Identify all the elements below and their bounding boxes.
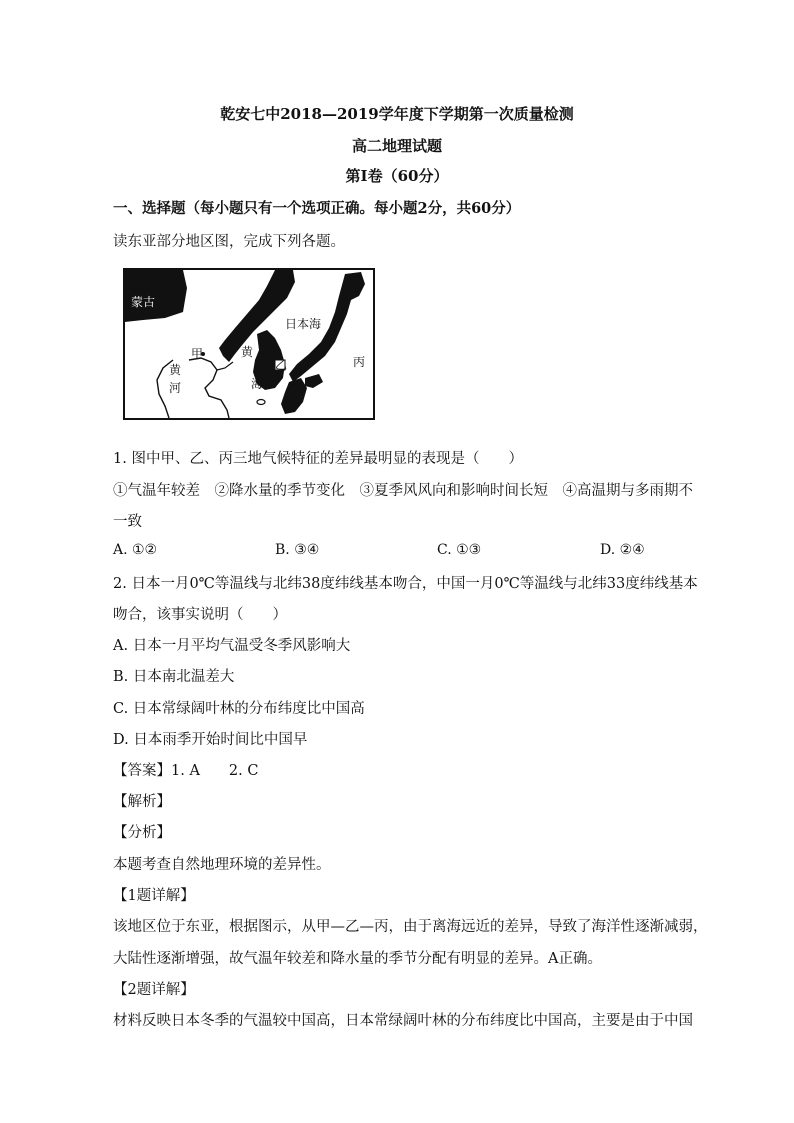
label-mongolia: 蒙古 <box>131 295 156 309</box>
question-1-stem: 1. 图中甲、乙、丙三地气候特征的差异最明显的表现是（ ） <box>113 451 523 467</box>
question-2-stem-line1: 2. 日本一月0℃等温线与北纬38度纬线基本吻合，中国一月0℃等温线与北纬33度纬线基本 <box>113 576 698 592</box>
question-2-option-d: D. 日本雨季开始时间比中国早 <box>113 732 308 748</box>
analysis-label: 【解析】 <box>113 794 171 810</box>
question-1-choices-line1: ①气温年较差 ②降水量的季节变化 ③夏季风风向和影响时间长短 ④高温期与多雨期不 <box>113 483 693 499</box>
label-yi: 乙 <box>275 358 288 372</box>
fenxi-text: 本题考查自然地理环境的差异性。 <box>113 857 331 873</box>
china-coastline <box>189 358 229 418</box>
q1-detail-line1: 该地区位于东亚，根据图示，从甲—乙—丙，由于离海远近的差异，导致了海洋性逐渐减弱， <box>113 919 708 935</box>
japan-shikoku <box>305 374 323 388</box>
label-bing: 丙 <box>353 355 366 369</box>
japan-kyushu <box>281 378 307 414</box>
question-1-option-b: B. ③④ <box>275 542 320 558</box>
exam-subtitle: 高二地理试题 <box>351 137 442 155</box>
answer-row <box>113 759 258 780</box>
q2-detail-label: 【2题详解】 <box>113 982 195 998</box>
bohai-coast <box>217 362 233 370</box>
label-yellow-sea-1: 黄 <box>241 345 254 359</box>
east-asia-map <box>123 268 375 420</box>
question-1-choices-line2: 一致 <box>113 514 142 530</box>
q1-detail-line2: 大陆性逐渐增强，故气温年较差和降水量的季节分配有明显的差异。A正确。 <box>113 951 602 967</box>
question-1-option-d: D. ②④ <box>600 542 645 558</box>
question-1-option-c: C. ①③ <box>437 542 482 558</box>
question-2-stem-line2: 吻合，该事实说明（ ） <box>113 607 287 623</box>
label-japan-sea: 日本海 <box>285 317 322 331</box>
label-yellow-sea-2: 海 <box>251 377 264 391</box>
question-2-option-c: C. 日本常绿阔叶林的分布纬度比中国高 <box>113 701 365 717</box>
label-jia: 甲 <box>191 347 204 361</box>
question-1-option-a: A. ①② <box>113 542 158 558</box>
label-yellow-river-2: 河 <box>169 381 182 395</box>
answer-value: 1. A 2. C <box>171 763 259 779</box>
question-2-option-a: A. 日本一月平均气温受冬季风影响大 <box>113 638 351 654</box>
volume-heading: 第Ⅰ卷（60分） <box>345 167 449 185</box>
answer-label: 【答案】 <box>113 763 171 779</box>
section-heading: 一、选择题（每小题只有一个选项正确。每小题2分，共60分） <box>113 200 521 217</box>
fenxi-label: 【分析】 <box>113 825 171 841</box>
question-2-option-b: B. 日本南北温差大 <box>113 669 235 685</box>
section-instruction: 读东亚部分地区图，完成下列各题。 <box>113 234 345 250</box>
label-yellow-river-1: 黄 <box>169 363 182 377</box>
q1-detail-label: 【1题详解】 <box>113 888 195 904</box>
jeju-island <box>257 400 265 405</box>
q2-detail-line1: 材料反映日本冬季的气温较中国高，日本常绿阔叶林的分布纬度比中国高，主要是由于中国 <box>113 1013 693 1029</box>
exam-title: 乾安七中2018—2019学年度下学期第一次质量检测 <box>220 105 574 123</box>
mainland-coast <box>219 270 295 362</box>
map-drawing <box>125 270 373 418</box>
